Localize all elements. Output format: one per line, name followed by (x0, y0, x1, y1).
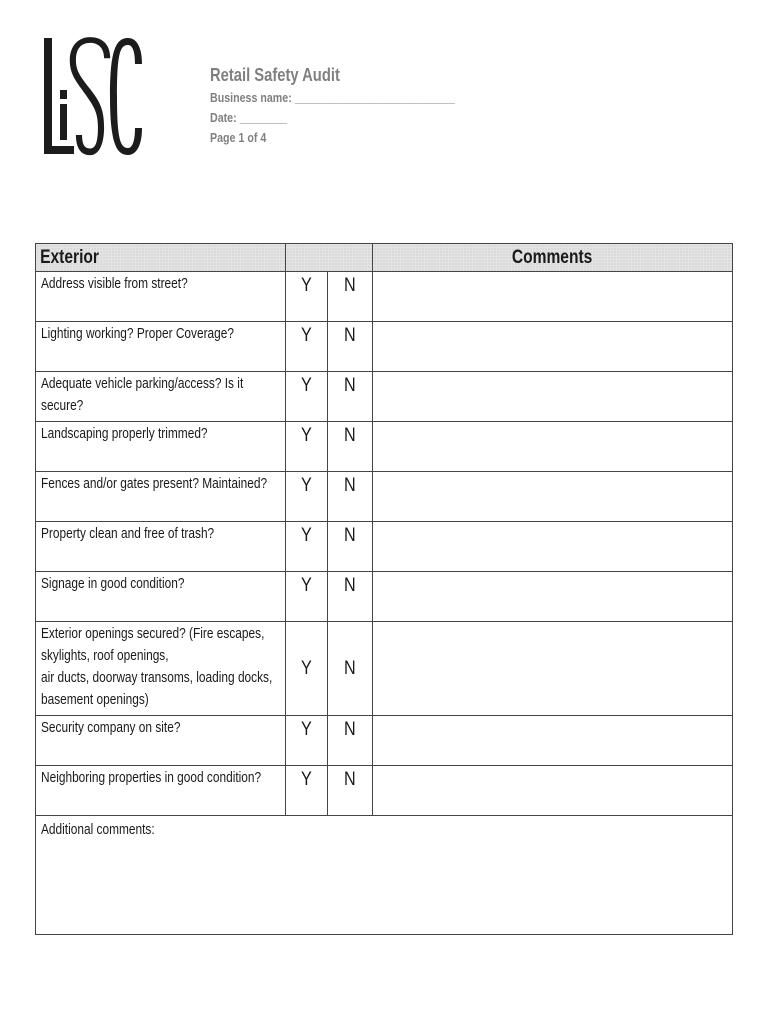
yes-option[interactable]: Y (286, 472, 328, 522)
table-row (36, 572, 733, 622)
comments-heading: Comments (373, 244, 733, 272)
yes-option[interactable]: Y (286, 272, 328, 322)
yes-option[interactable]: Y (286, 322, 328, 372)
yes-option[interactable]: Y (286, 766, 328, 816)
comment-cell[interactable] (373, 572, 733, 622)
lisc-logo (40, 34, 146, 160)
comment-cell[interactable] (373, 322, 733, 372)
yes-option[interactable]: Y (286, 372, 328, 422)
comment-cell[interactable] (373, 422, 733, 472)
document-header (210, 62, 509, 148)
comment-cell[interactable] (373, 272, 733, 322)
no-option[interactable]: N (328, 522, 373, 572)
table-header-row (36, 244, 733, 272)
yes-option[interactable]: Y (286, 572, 328, 622)
comment-cell[interactable] (373, 766, 733, 816)
question-cell: Lighting working? Proper Coverage? (36, 322, 286, 372)
question-cell: Fences and/or gates present? Maintained? (36, 472, 286, 522)
date-field: Date: ________ (210, 110, 288, 125)
no-option[interactable]: N (328, 716, 373, 766)
question-cell: Property clean and free of trash? (36, 522, 286, 572)
yn-heading-blank (286, 244, 373, 272)
no-option[interactable]: N (328, 372, 373, 422)
no-option[interactable]: N (328, 322, 373, 372)
no-option[interactable]: N (328, 622, 373, 716)
no-option[interactable]: N (328, 572, 373, 622)
additional-comments-label: Additional comments: (41, 822, 155, 838)
no-option[interactable]: N (328, 766, 373, 816)
no-option[interactable]: N (328, 272, 373, 322)
table-row (36, 472, 733, 522)
question-cell: Landscaping properly trimmed? (36, 422, 286, 472)
page-number: Page 1 of 4 (210, 130, 267, 145)
comment-cell[interactable] (373, 372, 733, 422)
question-cell: Adequate vehicle parking/access? Is it secure? (36, 372, 286, 422)
business-name-field: Business name: ___________________________ (210, 90, 455, 105)
comment-cell[interactable] (373, 716, 733, 766)
no-option[interactable]: N (328, 472, 373, 522)
section-heading: Exterior (36, 244, 286, 272)
comment-cell[interactable] (373, 622, 733, 716)
yes-option[interactable]: Y (286, 622, 328, 716)
additional-comments-row (36, 816, 733, 935)
question-cell: Neighboring properties in good condition? (36, 766, 286, 816)
table-row (36, 272, 733, 322)
document-title: Retail Safety Audit (210, 65, 340, 85)
no-option[interactable]: N (328, 422, 373, 472)
yes-option[interactable]: Y (286, 716, 328, 766)
table-row (36, 716, 733, 766)
yes-option[interactable]: Y (286, 522, 328, 572)
question-cell: Security company on site? (36, 716, 286, 766)
table-row (36, 522, 733, 572)
table-row (36, 372, 733, 422)
comment-cell[interactable] (373, 522, 733, 572)
yes-option[interactable]: Y (286, 422, 328, 472)
question-cell: Signage in good condition? (36, 572, 286, 622)
table-row (36, 422, 733, 472)
additional-comments-field[interactable] (36, 816, 733, 935)
question-cell: Exterior openings secured? (Fire escapes, skylights, roof openings, air ducts, doorway transoms, loading docks, basement openings) (36, 622, 286, 716)
question-cell: Address visible from street? (36, 272, 286, 322)
comment-cell[interactable] (373, 472, 733, 522)
audit-table (35, 243, 733, 935)
table-row (36, 622, 733, 716)
table-row (36, 322, 733, 372)
table-row (36, 766, 733, 816)
